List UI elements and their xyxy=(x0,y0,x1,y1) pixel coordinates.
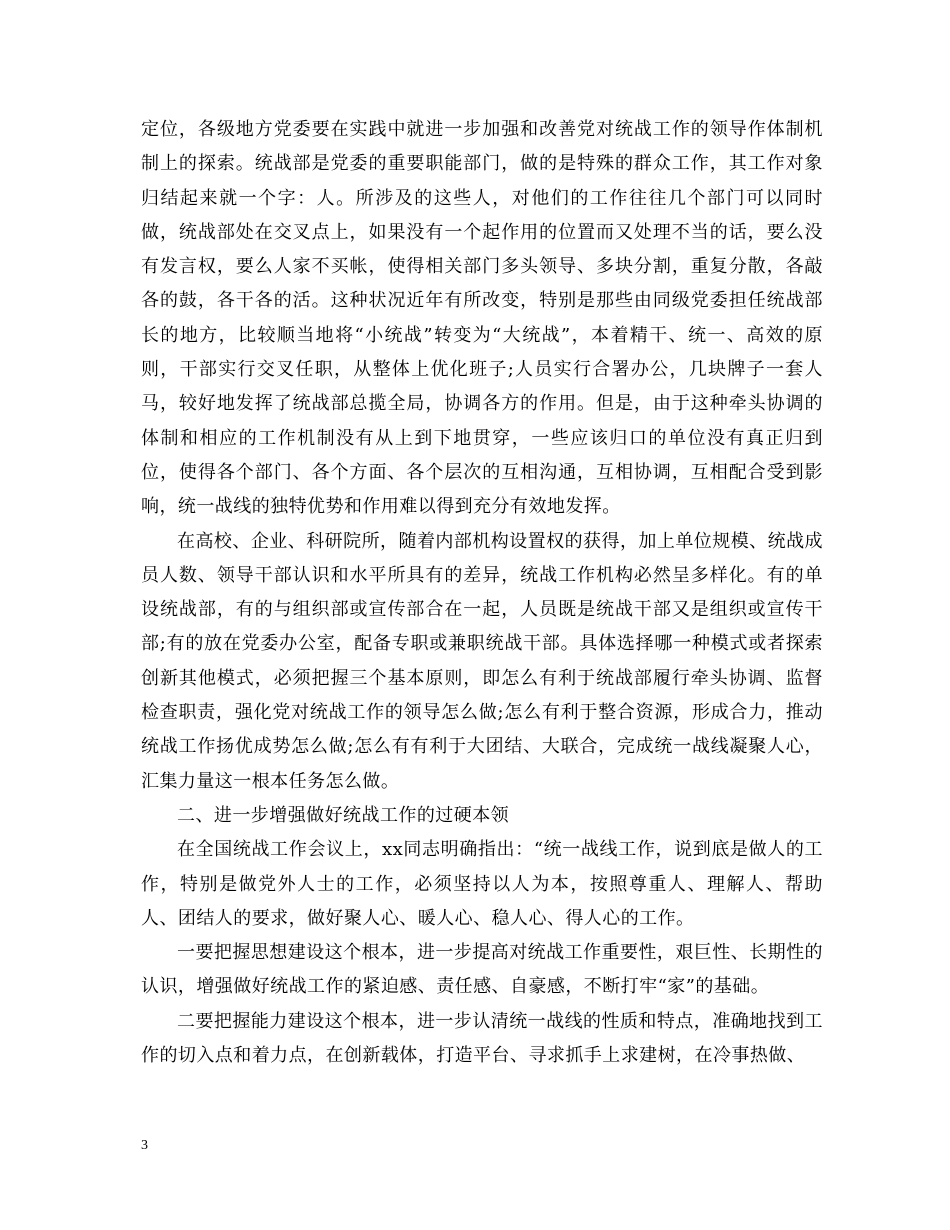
paragraph-1: 定位，各级地方党委要在实践中就进一步加强和改善党对统战工作的领导作体制机制上的探索。统战部是党委的重要职能部门，做的是特殊的群众工作，其工作对象归结起来就一个字：人。所涉及的这些人，对他们的工作往往几个部门可以同时做，统战部处在交叉点上，如果没有一个起作用的位置而又处理不当的话，要么没有发言权，要么人家不买帐，使得相关部门多头领导、多块分割，重复分散，各敲各的鼓，各干各的活。这种状况近年有所改变，特别是那些由同级党委担任统战部长的地方，比较顺当地将“小统战”转变为“大统战”，本着精干、统一、高效的原则，干部实行交叉任职，从整体上优化班子;人员实行合署办公，几块牌子一套人马，较好地发挥了统战部总揽全局，协调各方的作用。但是，由于这种牵头协调的体制和相应的工作机制没有从上到下地贯穿，一些应该归口的单位没有真正归到位，使得各个部门、各个方面、各个层次的互相沟通，互相协调，互相配合受到影响，统一战线的独特优势和作用难以得到充分有效地发挥。 xyxy=(141,119,823,518)
paragraph-2: 在高校、企业、科研院所，随着内部机构设置权的获得，加上单位规模、统战成员人数、领导干部认识和水平所具有的差异，统战工作机构必然呈多样化。有的单设统战部，有的与组织部或宣传部合在一起，人员既是统战干部又是组织或宣传干部;有的放在党委办公室，配备专职或兼职统战干部。具体选择哪一种模式或者探索创新其他模式，必须把握三个基本原则，即怎么有利于统战部履行牵头协调、监督检查职责，强化党对统战工作的领导怎么做;怎么有利于整合资源，形成合力，推动统战工作扬优成势怎么做;怎么有有利于大团结、大联合，完成统一战线凝聚人心，汇集力量这一根本任务怎么做。 xyxy=(141,530,823,792)
page-number: 3 xyxy=(141,1138,148,1153)
section-heading: 二、进一步增强做好统战工作的过硬本领 xyxy=(177,804,510,826)
document-body xyxy=(141,113,823,1073)
paragraph-5: 二要把握能力建设这个根本，进一步认清统一战线的性质和特点，准确地找到工作的切入点和着力点，在创新载体，打造平台、寻求抓手上求建树，在冷事热做、 xyxy=(141,1010,823,1067)
paragraph-4: 一要把握思想建设这个根本，进一步提高对统战工作重要性，艰巨性、长期性的认识，增强做好统战工作的紧迫感、责任感、自豪感，不断打牢“家”的基础。 xyxy=(141,942,823,998)
paragraph-3: 在全国统战工作会议上，xx同志明确指出：“统一战线工作，说到底是做人的工作，特别是做党外人士的工作，必须坚持以人为本，按照尊重人、理解人、帮助人、团结人的要求，做好聚人心、暖人心、稳人心、得人心的工作。 xyxy=(141,839,823,929)
